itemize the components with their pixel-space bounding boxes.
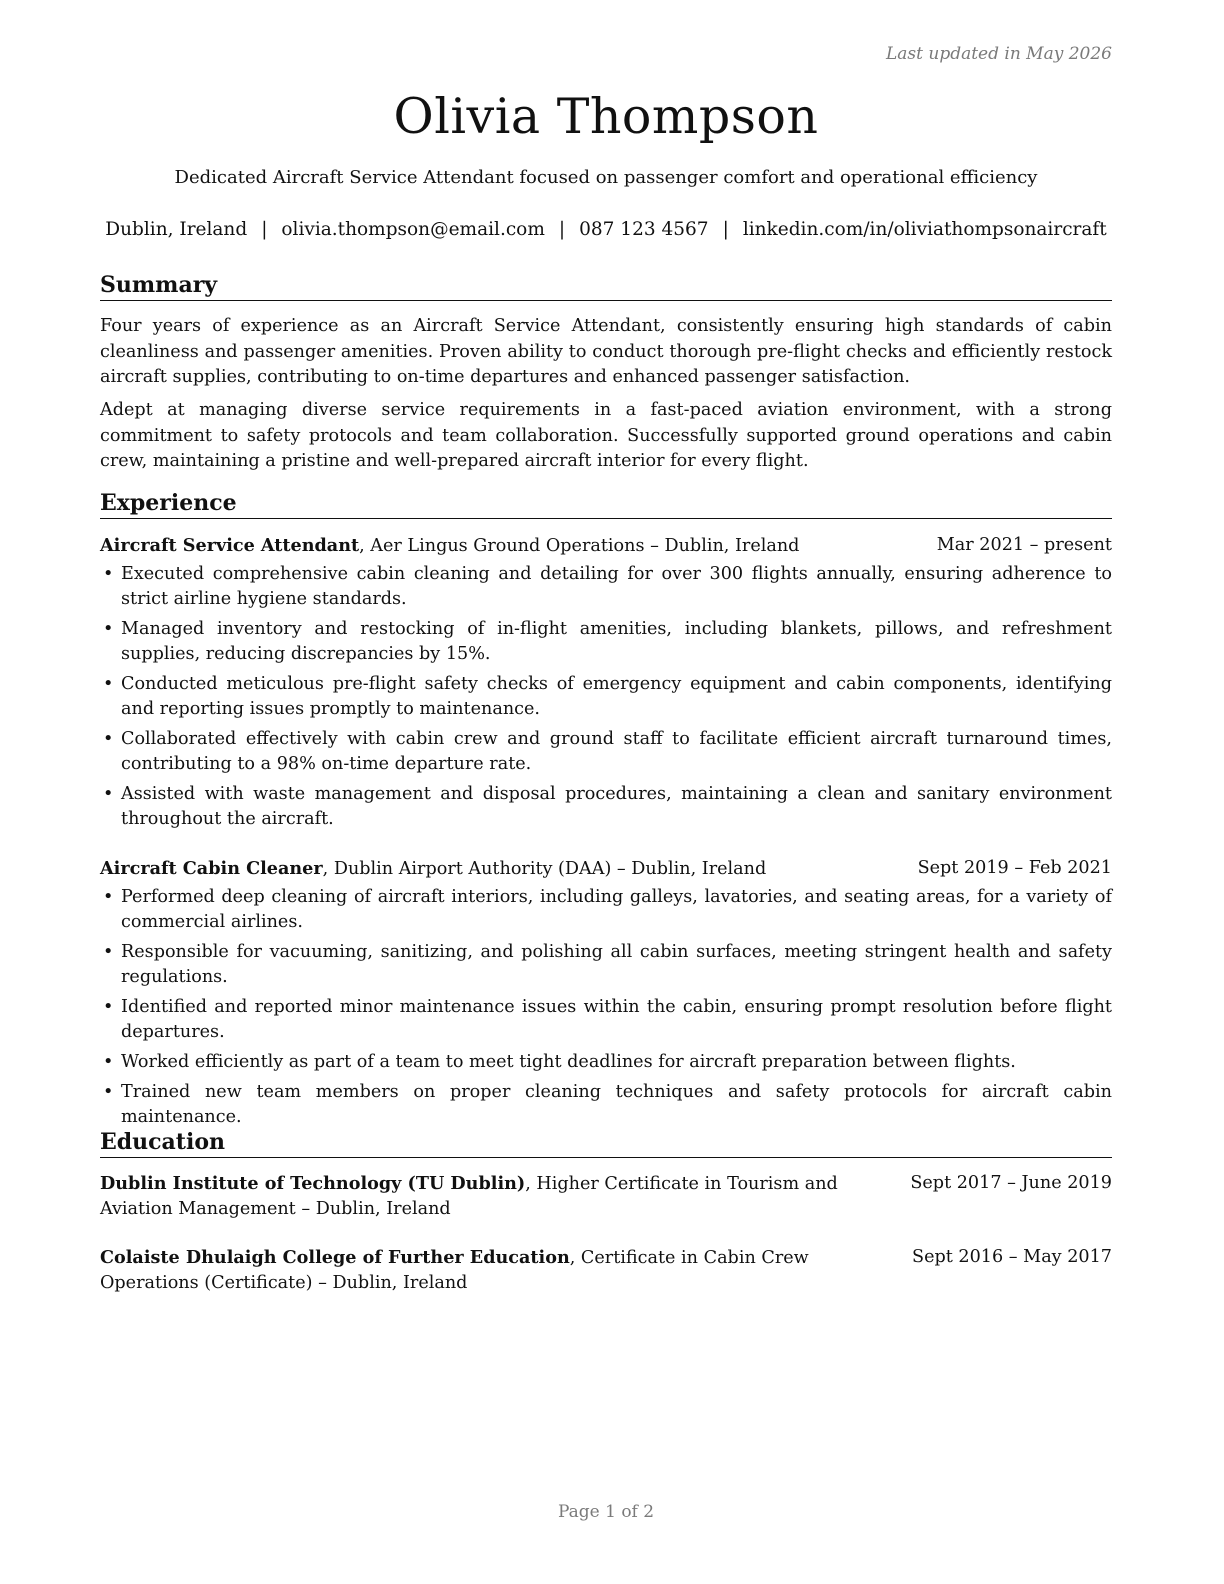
contact-separator: | [722,219,729,240]
bullet-text: Trained new team members on proper cleaning techniques and safety protocols for aircraft cabin maintenance. [121,1082,1112,1127]
contact-separator: | [558,219,566,240]
education-details: , Higher Certificate in Tourism and Aviation Management – Dublin, Ireland [100,1174,838,1219]
bullet-icon: • [103,1082,114,1102]
list-item [100,995,1112,1045]
list-item [100,782,1112,832]
list-item [100,727,1112,777]
candidate-name: Olivia Thompson [393,88,819,145]
education-dates: Sept 2017 – June 2019 [910,1173,1112,1193]
tagline: Dedicated Aircraft Service Attendant focused on passenger comfort and operational efficiency [174,167,1038,188]
bullet-icon: • [103,1052,114,1072]
bullet-text: Responsible for vacuuming, sanitizing, and polishing all cabin surfaces, meeting stringent health and safety regulations. [121,942,1112,987]
job-bullets [100,885,1112,1135]
contact-location: Dublin, Ireland [105,219,248,240]
section-title-summary: Summary [100,272,1112,301]
contact-line [100,219,1112,240]
list-item [100,672,1112,722]
education-entry [100,1171,1112,1222]
list-item [100,1080,1112,1130]
job-dates: Mar 2021 – present [936,535,1112,555]
contact-linkedin[interactable]: linkedin.com/in/oliviathompsonaircraft [742,219,1107,240]
bullet-text: Worked efficiently as part of a team to meet tight deadlines for aircraft preparation between flights. [121,1052,1016,1072]
education-entry [100,1245,1112,1296]
bullet-icon: • [103,887,114,907]
bullet-icon: • [103,784,114,804]
bullet-icon: • [103,674,114,694]
job-header [100,856,1112,882]
contact-email[interactable]: olivia.thompson@email.com [281,219,545,240]
job-details: , Aer Lingus Ground Operations – Dublin, Ireland [359,536,800,556]
school-name: Dublin Institute of Technology (TU Dublin) [100,1173,526,1194]
job-header [100,533,1112,559]
section-title-experience: Experience [100,490,1112,519]
section-title-education: Education [100,1129,1112,1158]
bullet-text: Conducted meticulous pre-flight safety checks of emergency equipment and cabin components, identifying and reporting issues promptly to maintenance. [121,674,1112,719]
resume-page [100,0,1112,1584]
summary-paragraph: Adept at managing diverse service requirements in a fast-paced aviation environment, with a strong commitment to safety protocols and team collaboration. Successfully supported ground operations and cabin crew, maintaining a pristine and well-prepared aircraft interior for every flight. [100,400,1112,471]
summary-paragraph: Four years of experience as an Aircraft Service Attendant, consistently ensuring high standards of cabin cleanliness and passenger amenities. Proven ability to conduct thorough pre-flight checks and efficiently restock aircraft supplies, contributing to on-time departures and enhanced passenger satisfaction. [100,316,1112,387]
bullet-icon: • [103,942,114,962]
page-number: Page 1 of 2 [557,1502,655,1522]
bullet-icon: • [103,619,114,639]
bullet-text: Assisted with waste management and disposal procedures, maintaining a clean and sanitary environment throughout the aircraft. [121,784,1112,829]
contact-phone: 087 123 4567 [579,219,709,240]
bullet-icon: • [103,997,114,1017]
bullet-text: Managed inventory and restocking of in-flight amenities, including blankets, pillows, and refreshment supplies, reducing discrepancies by 15%. [121,619,1112,664]
bullet-text: Collaborated effectively with cabin crew and ground staff to facilitate efficient aircraft turnaround times, contributing to a 98% on-time departure rate. [121,729,1112,774]
list-item [100,885,1112,935]
list-item [100,940,1112,990]
bullet-icon: • [103,564,114,584]
bullet-text: Executed comprehensive cabin cleaning and detailing for over 300 flights annually, ensuring adherence to strict airline hygiene standards. [121,564,1112,609]
job-details: , Dublin Airport Authority (DAA) – Dublin, Ireland [322,859,767,879]
contact-separator: | [261,219,268,240]
education-details: , Certificate in Cabin Crew Operations (Certificate) – Dublin, Ireland [100,1248,809,1293]
bullet-text: Performed deep cleaning of aircraft interiors, including galleys, lavatories, and seating areas, for a variety of commercial airlines. [121,887,1112,932]
job-dates: Sept 2019 – Feb 2021 [917,858,1112,878]
school-name: Colaiste Dhulaigh College of Further Education [100,1247,570,1268]
education-dates: Sept 2016 – May 2017 [912,1247,1112,1267]
job-role: Aircraft Cabin Cleaner [100,858,323,879]
list-item [100,562,1112,612]
job-role: Aircraft Service Attendant [100,535,360,556]
bullet-icon: • [103,729,114,749]
bullet-text: Identified and reported minor maintenance issues within the cabin, ensuring prompt resolution before flight departures. [121,997,1112,1042]
job-bullets [100,562,1112,837]
list-item [100,1050,1112,1075]
last-updated: Last updated in May 2026 [885,44,1112,64]
list-item [100,617,1112,667]
